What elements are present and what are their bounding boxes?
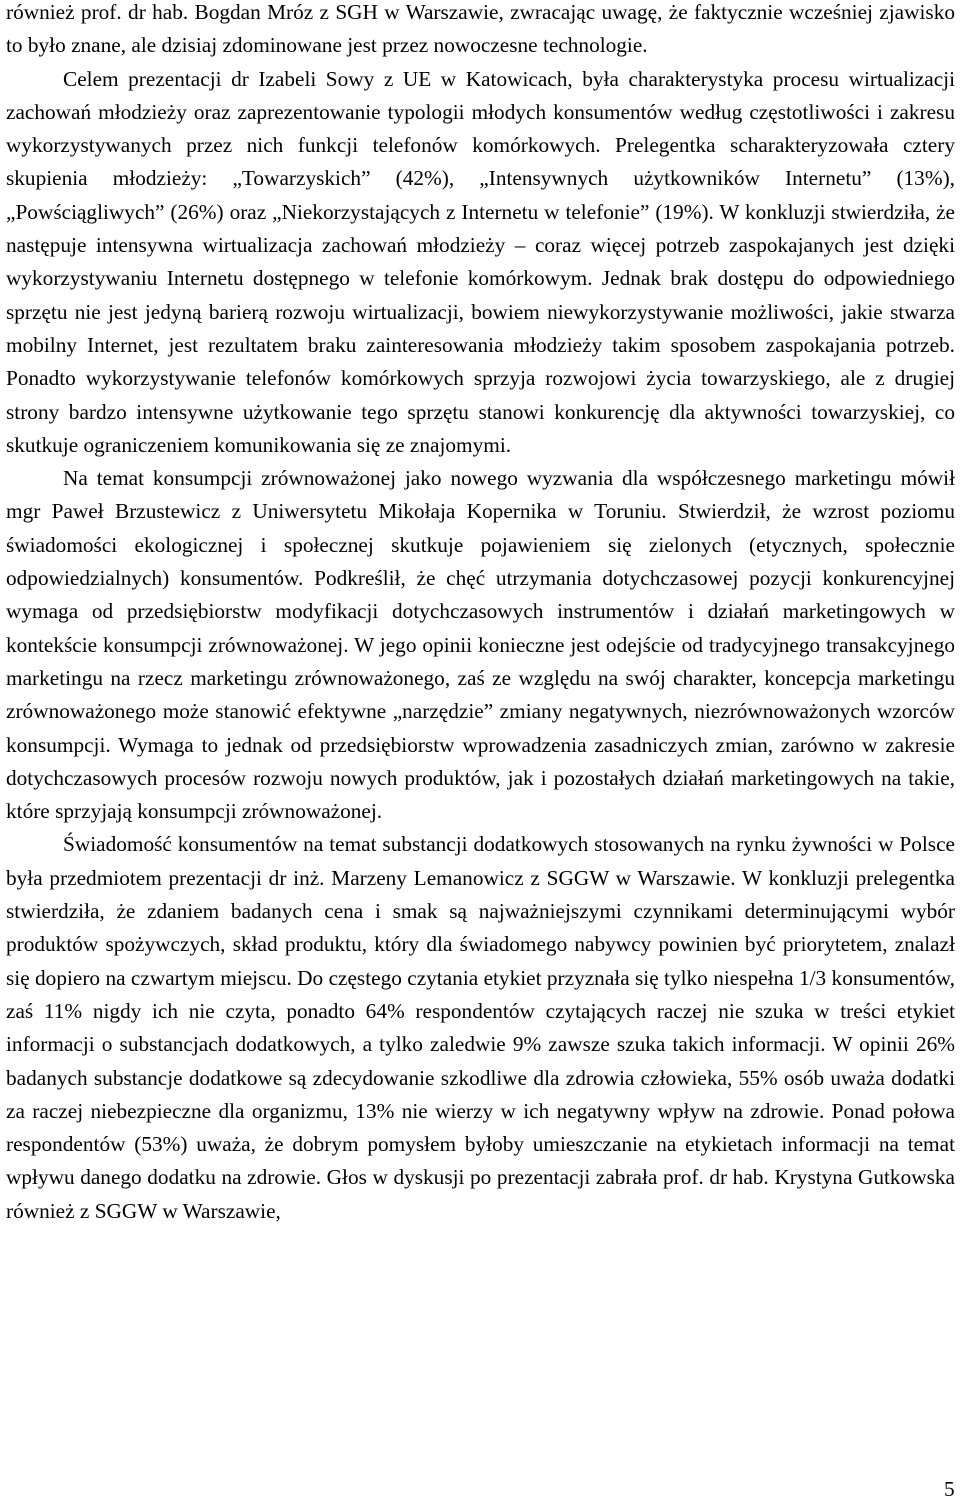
paragraph-sustainable-consumption: Na temat konsumpcji zrównoważonej jako nowego wyzwania dla współczesnego marketingu mówił mgr Paweł Brzustewicz z Uniwersytetu Mikołaja Kopernika w Toruniu. Stwierdził, że wzrost poziomu świadomości ekologicznej i społecznej skutkuje pojawieniem się zielonych (etycznych, społecznie odpowiedzialnych) konsumentów. Podkreślił, że chęć utrzymania dotychczasowej pozycji konkurencyjnej wymaga od przedsiębiorstw modyfikacji dotychczasowych instrumentów i działań marketingowych w kontekście konsumpcji zrównoważonej. W jego opinii konieczne jest odejście od tradycyjnego transakcyjnego marketingu na rzecz marketingu zrównoważonego, zaś ze względu na swój charakter, koncepcja marketingu zrównoważonego może stanowić efektywne „narzędzie” zmiany negatywnych, niezrównoważonych wzorców konsumpcji. Wymaga to jednak od przedsiębiorstw wprowadzenia zasadniczych zmian, zarówno w zakresie dotychczasowych procesów rozwoju nowych produktów, jak i pozostałych działań marketingowych na takie, które sprzyjają konsumpcji zrównoważonej.: [6, 466, 955, 824]
page-number: 5: [944, 1477, 955, 1501]
paragraph-youth-mobile-virtualization: Celem prezentacji dr Izabeli Sowy z UE w Katowicach, była charakterystyka procesu wirtualizacji zachowań młodzieży oraz zaprezentowanie typologii młodych konsumentów według częstotliwości i zakresu wykorzystywanych przez nich funkcji telefonów komórkowych. Prelegentka scharakteryzowała cztery skupienia młodzieży: „Towarzyskich” (42%), „Intensywnych użytkowników Internetu” (13%), „Powściągliwych” (26%) oraz „Niekorzystających z Internetu w telefonie” (19%). W konkluzji stwierdziła, że następuje intensywna wirtualizacja zachowań młodzieży – coraz więcej potrzeb zaspokajanych jest dzięki wykorzystywaniu Internetu dostępnego w telefonie komórkowym. Jednak brak dostępu do odpowiedniego sprzętu nie jest jedyną barierą rozwoju wirtualizacji, bowiem niewykorzystywanie możliwości, jakie stwarza mobilny Internet, jest rezultatem braku zainteresowania młodzieży takim sposobem zaspokajania potrzeb. Ponadto wykorzystywanie telefonów komórkowych sprzyja rozwojowi życia towarzyskiego, ale z drugiej strony bardzo intensywne użytkowanie tego sprzętu stanowi konkurencję dla aktywności towarzyskiej, co skutkuje ograniczeniem komunikowania się ze znajomymi.: [6, 66, 955, 457]
document-page: [6, 0, 955, 1228]
paragraph-food-additives-awareness: Świadomość konsumentów na temat substancji dodatkowych stosowanych na rynku żywności w Polsce była przedmiotem prezentacji dr inż. Marzeny Lemanowicz z SGGW w Warszawie. W konkluzji prelegentka stwierdziła, że zdaniem badanych cena i smak są najważniejszymi czynnikami determinującymi wybór produktów spożywczych, skład produktu, który dla świadomego nabywcy powinien być priorytetem, znalazł się dopiero na czwartym miejscu. Do częstego czytania etykiet przyznała się tylko niespełna 1/3 konsumentów, zaś 11% nigdy ich nie czyta, ponadto 64% respondentów czytających raczej nie szuka w treści etykiet informacji o substancjach dodatkowych, a tylko zaledwie 9% zawsze szuka takich informacji. W opinii 26% badanych substancje dodatkowe są zdecydowanie szkodliwe dla zdrowia człowieka, 55% osób uważa dodatki za raczej niebezpieczne dla organizmu, 13% nie wierzy w ich negatywny wpływ na zdrowie. Ponad połowa respondentów (53%) uważa, że dobrym pomysłem byłoby umieszczanie na etykietach informacji na temat wpływu danego dodatku na zdrowie. Głos w dyskusji po prezentacji zabrała prof. dr hab. Krystyna Gutkowska również z SGGW w Warszawie,: [6, 832, 955, 1223]
paragraph-continued: również prof. dr hab. Bogdan Mróz z SGH w Warszawie, zwracając uwagę, że faktycznie wcześniej zjawisko to było znane, ale dzisiaj zdominowane jest przez nowoczesne technologie.: [6, 0, 955, 58]
